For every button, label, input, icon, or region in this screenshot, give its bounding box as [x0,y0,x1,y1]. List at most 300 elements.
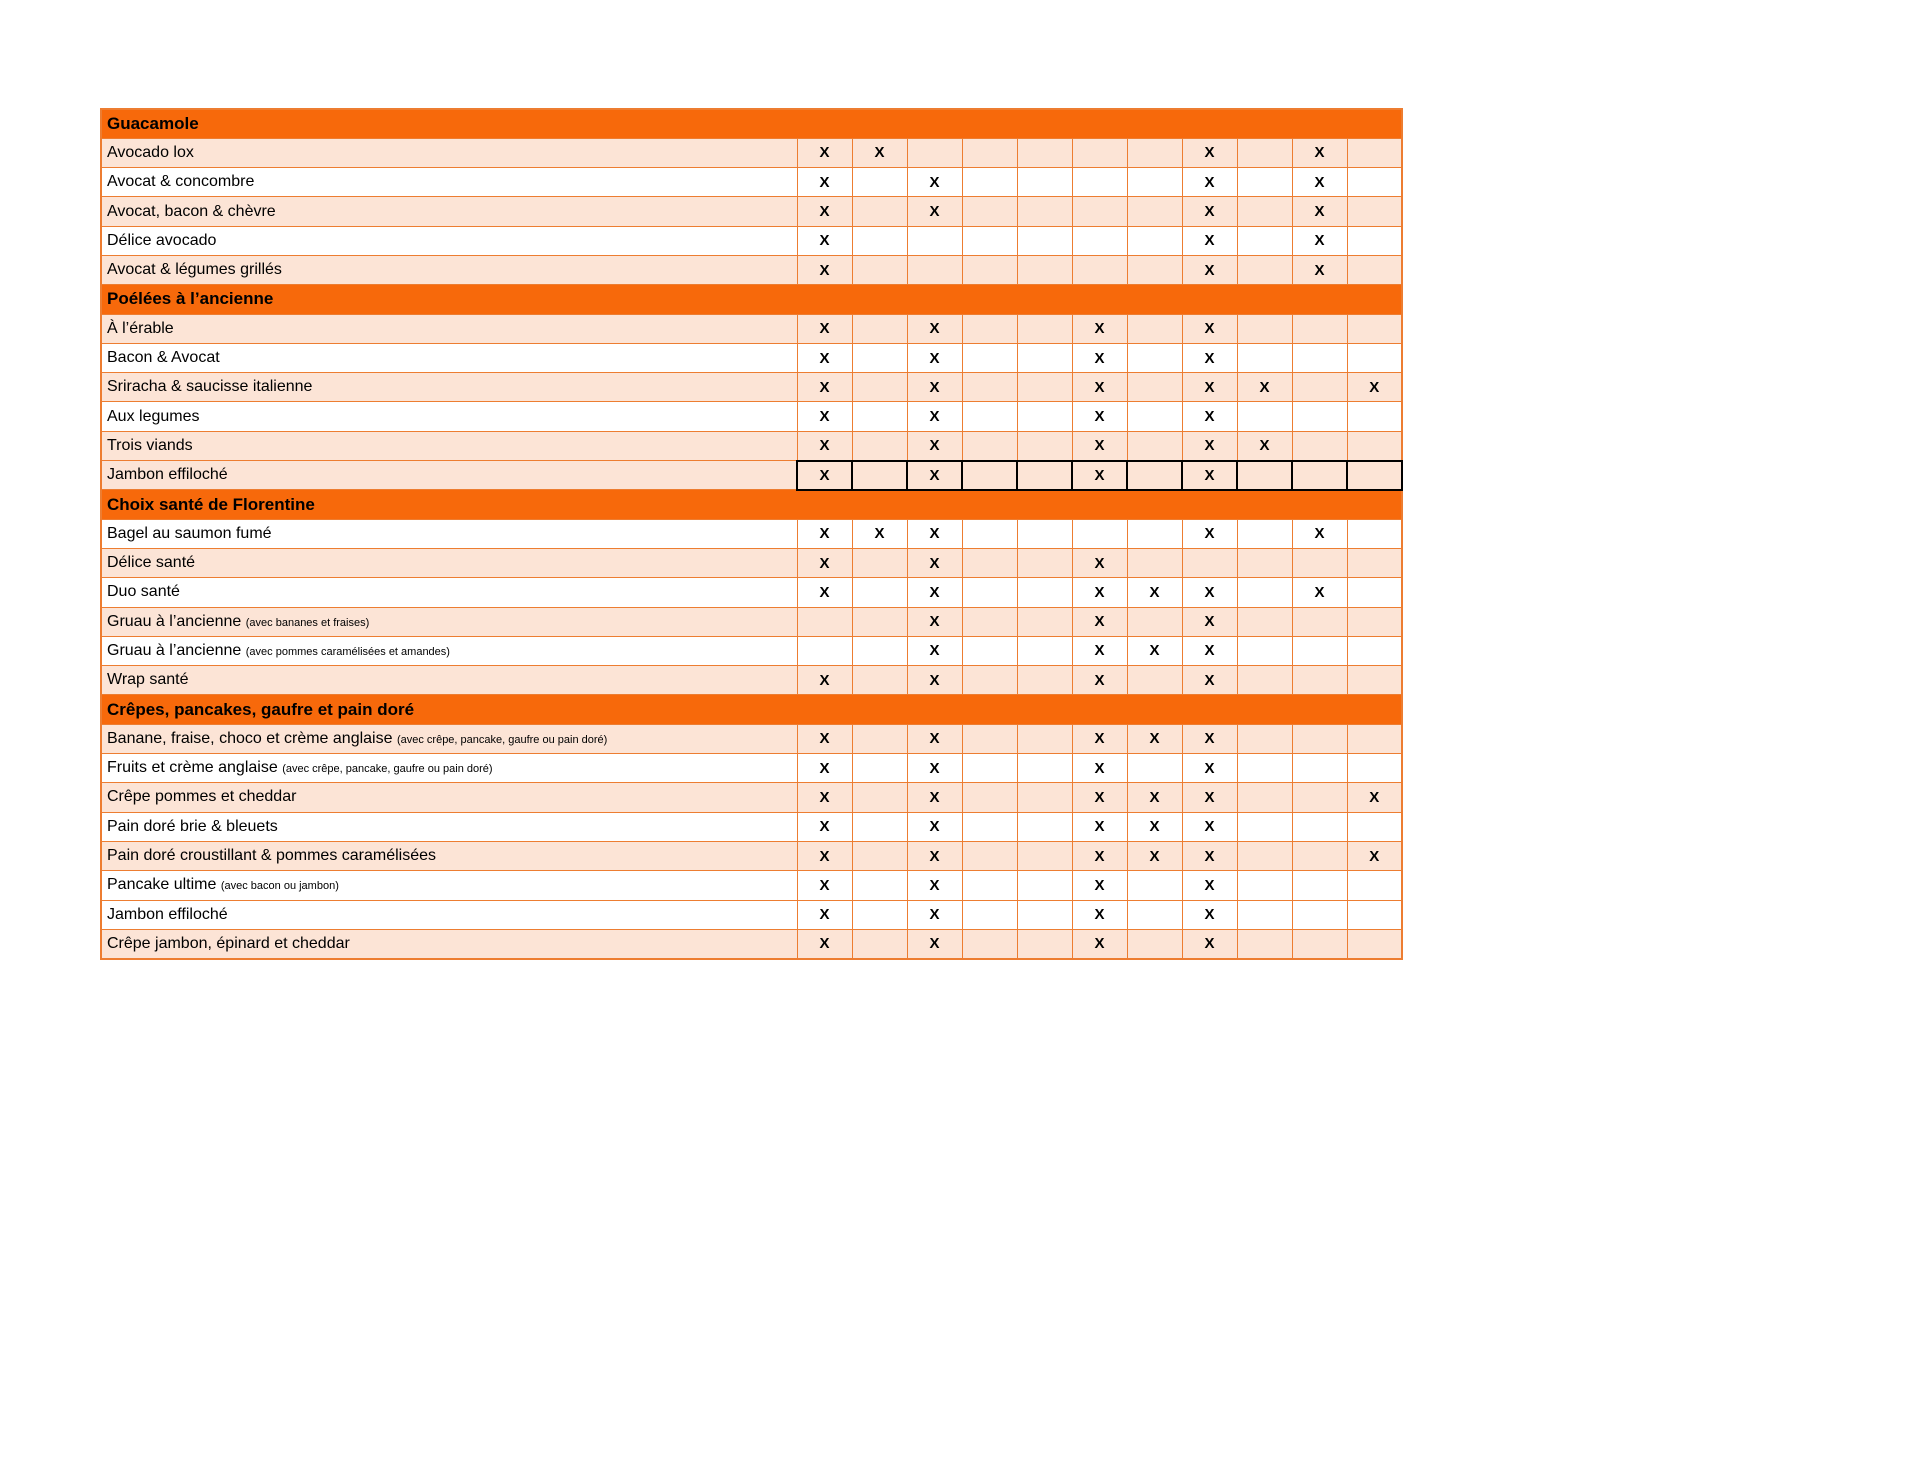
menu-item-name-cell [101,314,797,343]
menu-item-row [101,929,1402,958]
menu-item-row [101,812,1402,841]
menu-item-name: Délice avocado [107,231,217,249]
empty-mark-cell [852,636,907,665]
menu-item-row [101,666,1402,695]
mark-cell: X [797,431,852,460]
empty-mark-cell [962,519,1017,548]
empty-mark-cell [1017,373,1072,402]
menu-item-row [101,607,1402,636]
menu-item-name-cell [101,783,797,812]
mark-cell: X [797,841,852,870]
empty-mark-cell [1127,168,1182,197]
mark-cell: X [1072,724,1127,753]
empty-mark-cell [1237,226,1292,255]
empty-mark-cell [852,226,907,255]
menu-item-name: Wrap santé [107,671,189,689]
menu-item-name-cell [101,666,797,695]
empty-mark-cell [1347,929,1402,958]
mark-cell: X [907,461,962,490]
mark-cell: X [1127,724,1182,753]
menu-item-name: À l’érable [107,319,174,337]
mark-cell: X [797,461,852,490]
empty-mark-cell [1237,519,1292,548]
empty-mark-cell [962,871,1017,900]
mark-cell: X [1182,783,1237,812]
mark-cell: X [1182,607,1237,636]
section-header-row [101,285,1402,314]
mark-cell: X [1182,431,1237,460]
empty-mark-cell [852,812,907,841]
menu-item-name: Avocat & légumes grillés [107,261,282,279]
menu-allergen-table [100,108,1403,960]
mark-cell: X [1182,900,1237,929]
empty-mark-cell [1237,666,1292,695]
empty-mark-cell [1017,519,1072,548]
empty-mark-cell [962,138,1017,167]
menu-item-row [101,871,1402,900]
mark-cell: X [1347,841,1402,870]
empty-mark-cell [1292,607,1347,636]
empty-mark-cell [1017,929,1072,958]
empty-mark-cell [1072,255,1127,284]
mark-cell: X [1182,226,1237,255]
mark-cell: X [907,841,962,870]
menu-item-row [101,373,1402,402]
empty-mark-cell [1292,314,1347,343]
empty-mark-cell [1292,900,1347,929]
empty-mark-cell [1017,314,1072,343]
empty-mark-cell [1127,519,1182,548]
empty-mark-cell [1292,754,1347,783]
empty-mark-cell [852,841,907,870]
menu-item-name: Pancake ultime [107,876,217,894]
menu-item-name: Pain doré croustillant & pommes caramélisées [107,847,437,865]
menu-item-row [101,636,1402,665]
mark-cell: X [1072,548,1127,577]
empty-mark-cell [1347,578,1402,607]
empty-mark-cell [1237,754,1292,783]
mark-cell: X [1292,197,1347,226]
empty-mark-cell [1347,226,1402,255]
menu-item-name-cell [101,724,797,753]
empty-mark-cell [1127,754,1182,783]
mark-cell: X [1182,138,1237,167]
mark-cell: X [1072,841,1127,870]
section-title: Choix santé de Florentine [101,490,1402,519]
mark-cell: X [1072,402,1127,431]
section-header-row [101,109,1402,138]
menu-item-row [101,841,1402,870]
empty-mark-cell [1237,138,1292,167]
empty-mark-cell [962,929,1017,958]
menu-item-name-cell [101,168,797,197]
empty-mark-cell [1072,226,1127,255]
empty-mark-cell [852,402,907,431]
menu-item-name: Crêpe jambon, épinard et cheddar [107,934,350,952]
mark-cell: X [907,636,962,665]
empty-mark-cell [1237,812,1292,841]
empty-mark-cell [1347,343,1402,372]
empty-mark-cell [962,255,1017,284]
menu-allergen-sheet [100,108,1403,960]
empty-mark-cell [797,607,852,636]
empty-mark-cell [1127,314,1182,343]
mark-cell: X [797,402,852,431]
empty-mark-cell [1237,168,1292,197]
mark-cell: X [1182,754,1237,783]
menu-item-row [101,578,1402,607]
empty-mark-cell [1292,929,1347,958]
menu-item-name: Avocado lox [107,143,194,161]
menu-item-row [101,168,1402,197]
mark-cell: X [1127,783,1182,812]
menu-item-name-cell [101,431,797,460]
menu-item-name: Fruits et crème anglaise [107,759,278,777]
empty-mark-cell [852,900,907,929]
empty-mark-cell [962,343,1017,372]
empty-mark-cell [852,314,907,343]
empty-mark-cell [1292,461,1347,490]
mark-cell: X [1072,636,1127,665]
mark-cell: X [1072,343,1127,372]
empty-mark-cell [1237,314,1292,343]
menu-item-name-cell [101,519,797,548]
empty-mark-cell [962,783,1017,812]
empty-mark-cell [1017,841,1072,870]
menu-item-row [101,138,1402,167]
empty-mark-cell [1017,636,1072,665]
empty-mark-cell [852,578,907,607]
mark-cell: X [797,314,852,343]
mark-cell: X [852,138,907,167]
menu-item-name-cell [101,402,797,431]
empty-mark-cell [1237,636,1292,665]
empty-mark-cell [852,197,907,226]
empty-mark-cell [852,754,907,783]
empty-mark-cell [1017,724,1072,753]
empty-mark-cell [1347,636,1402,665]
menu-item-name: Gruau à l’ancienne [107,641,242,659]
menu-item-note: (avec crêpe, pancake, gaufre ou pain doré) [282,763,493,776]
mark-cell: X [797,666,852,695]
empty-mark-cell [1017,168,1072,197]
section-header-row [101,695,1402,724]
empty-mark-cell [1237,841,1292,870]
empty-mark-cell [1127,871,1182,900]
empty-mark-cell [1017,812,1072,841]
empty-mark-cell [1017,402,1072,431]
menu-item-name: Duo santé [107,583,180,601]
empty-mark-cell [1292,871,1347,900]
mark-cell: X [1182,343,1237,372]
menu-item-row [101,431,1402,460]
mark-cell: X [907,666,962,695]
menu-item-name-cell [101,138,797,167]
empty-mark-cell [962,636,1017,665]
mark-cell: X [1182,461,1237,490]
mark-cell: X [797,871,852,900]
empty-mark-cell [852,666,907,695]
menu-item-row [101,724,1402,753]
empty-mark-cell [1347,431,1402,460]
mark-cell: X [907,900,962,929]
mark-cell: X [1292,226,1347,255]
menu-item-row [101,255,1402,284]
menu-item-row [101,226,1402,255]
empty-mark-cell [962,578,1017,607]
empty-mark-cell [1347,138,1402,167]
empty-mark-cell [962,168,1017,197]
empty-mark-cell [852,871,907,900]
empty-mark-cell [1292,548,1347,577]
empty-mark-cell [1347,197,1402,226]
mark-cell: X [907,812,962,841]
mark-cell: X [1182,724,1237,753]
menu-item-name-cell [101,607,797,636]
menu-item-name-cell [101,255,797,284]
mark-cell: X [797,783,852,812]
mark-cell: X [1072,666,1127,695]
mark-cell: X [797,197,852,226]
mark-cell: X [907,929,962,958]
mark-cell: X [907,783,962,812]
mark-cell: X [1182,402,1237,431]
empty-mark-cell [852,548,907,577]
empty-mark-cell [1347,812,1402,841]
empty-mark-cell [1347,314,1402,343]
empty-mark-cell [1017,578,1072,607]
menu-item-name-cell [101,929,797,958]
mark-cell: X [797,578,852,607]
empty-mark-cell [1292,812,1347,841]
mark-cell: X [797,168,852,197]
mark-cell: X [1182,929,1237,958]
mark-cell: X [907,197,962,226]
section-title: Poélées à l’ancienne [101,285,1402,314]
menu-item-name: Jambon effiloché [107,466,228,484]
menu-item-name: Trois viands [107,436,193,454]
menu-item-name-cell [101,373,797,402]
mark-cell: X [1347,783,1402,812]
empty-mark-cell [962,607,1017,636]
empty-mark-cell [1237,343,1292,372]
menu-item-row [101,548,1402,577]
mark-cell: X [1182,197,1237,226]
empty-mark-cell [1237,578,1292,607]
empty-mark-cell [962,548,1017,577]
menu-item-name: Sriracha & saucisse italienne [107,378,313,396]
menu-item-name-cell [101,636,797,665]
mark-cell: X [797,255,852,284]
empty-mark-cell [1072,519,1127,548]
empty-mark-cell [1237,461,1292,490]
menu-item-name: Avocat, bacon & chèvre [107,202,276,220]
mark-cell: X [1072,871,1127,900]
empty-mark-cell [1292,666,1347,695]
mark-cell: X [907,168,962,197]
empty-mark-cell [852,168,907,197]
empty-mark-cell [1347,871,1402,900]
empty-mark-cell [907,226,962,255]
empty-mark-cell [1237,871,1292,900]
empty-mark-cell [1127,607,1182,636]
menu-item-name-cell [101,343,797,372]
empty-mark-cell [1237,255,1292,284]
menu-item-note: (avec bacon ou jambon) [220,880,339,893]
empty-mark-cell [1127,431,1182,460]
menu-item-row [101,402,1402,431]
menu-item-name: Bagel au saumon fumé [107,524,272,542]
empty-mark-cell [1237,197,1292,226]
empty-mark-cell [852,929,907,958]
menu-item-note: (avec bananes et fraises) [245,616,370,629]
empty-mark-cell [1292,636,1347,665]
empty-mark-cell [1017,754,1072,783]
empty-mark-cell [852,373,907,402]
section-title: Crêpes, pancakes, gaufre et pain doré [101,695,1402,724]
empty-mark-cell [1292,343,1347,372]
menu-item-name-cell [101,900,797,929]
mark-cell: X [1072,607,1127,636]
mark-cell: X [1182,519,1237,548]
section-header-row [101,490,1402,519]
empty-mark-cell [1017,900,1072,929]
empty-mark-cell [1127,255,1182,284]
empty-mark-cell [1237,548,1292,577]
empty-mark-cell [1292,783,1347,812]
mark-cell: X [907,402,962,431]
mark-cell: X [1182,168,1237,197]
empty-mark-cell [1017,431,1072,460]
mark-cell: X [1292,255,1347,284]
menu-item-name: Jambon effiloché [107,905,228,923]
menu-item-row [101,754,1402,783]
empty-mark-cell [962,841,1017,870]
menu-table-body [101,109,1402,959]
empty-mark-cell [1292,724,1347,753]
mark-cell: X [797,724,852,753]
empty-mark-cell [962,724,1017,753]
menu-item-name: Banane, fraise, choco et crème anglaise [107,729,393,747]
mark-cell: X [1072,754,1127,783]
empty-mark-cell [962,402,1017,431]
empty-mark-cell [1237,607,1292,636]
mark-cell: X [797,548,852,577]
mark-cell: X [1072,314,1127,343]
empty-mark-cell [1127,929,1182,958]
empty-mark-cell [1347,548,1402,577]
empty-mark-cell [1017,461,1072,490]
empty-mark-cell [1292,841,1347,870]
mark-cell: X [1072,431,1127,460]
empty-mark-cell [1017,255,1072,284]
empty-mark-cell [1347,168,1402,197]
mark-cell: X [1127,812,1182,841]
mark-cell: X [1292,138,1347,167]
mark-cell: X [907,871,962,900]
empty-mark-cell [907,138,962,167]
menu-item-name-cell [101,548,797,577]
mark-cell: X [1182,314,1237,343]
empty-mark-cell [1182,548,1237,577]
empty-mark-cell [1017,138,1072,167]
empty-mark-cell [1237,724,1292,753]
menu-item-name-cell [101,871,797,900]
empty-mark-cell [962,812,1017,841]
empty-mark-cell [1347,724,1402,753]
mark-cell: X [1182,841,1237,870]
menu-item-name: Aux legumes [107,407,200,425]
menu-item-row [101,461,1402,490]
mark-cell: X [1182,871,1237,900]
mark-cell: X [797,373,852,402]
empty-mark-cell [1347,607,1402,636]
section-title: Guacamole [101,109,1402,138]
empty-mark-cell [1127,226,1182,255]
empty-mark-cell [962,373,1017,402]
empty-mark-cell [1017,197,1072,226]
empty-mark-cell [1347,461,1402,490]
empty-mark-cell [852,724,907,753]
mark-cell: X [1237,431,1292,460]
mark-cell: X [1182,255,1237,284]
menu-item-note: (avec crêpe, pancake, gaufre ou pain doré) [396,733,608,746]
mark-cell: X [907,373,962,402]
empty-mark-cell [1127,373,1182,402]
empty-mark-cell [1127,461,1182,490]
mark-cell: X [1182,812,1237,841]
empty-mark-cell [962,461,1017,490]
empty-mark-cell [1127,138,1182,167]
empty-mark-cell [797,636,852,665]
mark-cell: X [1127,841,1182,870]
empty-mark-cell [852,607,907,636]
mark-cell: X [1182,636,1237,665]
mark-cell: X [907,314,962,343]
mark-cell: X [797,754,852,783]
empty-mark-cell [1292,402,1347,431]
menu-item-name: Pain doré brie & bleuets [107,817,278,835]
empty-mark-cell [1017,783,1072,812]
empty-mark-cell [962,900,1017,929]
mark-cell: X [797,138,852,167]
empty-mark-cell [1292,373,1347,402]
mark-cell: X [797,929,852,958]
mark-cell: X [1072,900,1127,929]
menu-item-name-cell [101,197,797,226]
empty-mark-cell [1072,138,1127,167]
mark-cell: X [1347,373,1402,402]
empty-mark-cell [1017,666,1072,695]
empty-mark-cell [1127,548,1182,577]
empty-mark-cell [1127,343,1182,372]
empty-mark-cell [1017,871,1072,900]
menu-item-name: Crêpe pommes et cheddar [107,788,297,806]
empty-mark-cell [1237,900,1292,929]
empty-mark-cell [962,314,1017,343]
mark-cell: X [1292,519,1347,548]
empty-mark-cell [1072,197,1127,226]
menu-item-row [101,197,1402,226]
empty-mark-cell [852,783,907,812]
empty-mark-cell [852,255,907,284]
mark-cell: X [797,343,852,372]
mark-cell: X [1072,812,1127,841]
empty-mark-cell [1017,607,1072,636]
empty-mark-cell [852,343,907,372]
mark-cell: X [907,754,962,783]
empty-mark-cell [962,666,1017,695]
